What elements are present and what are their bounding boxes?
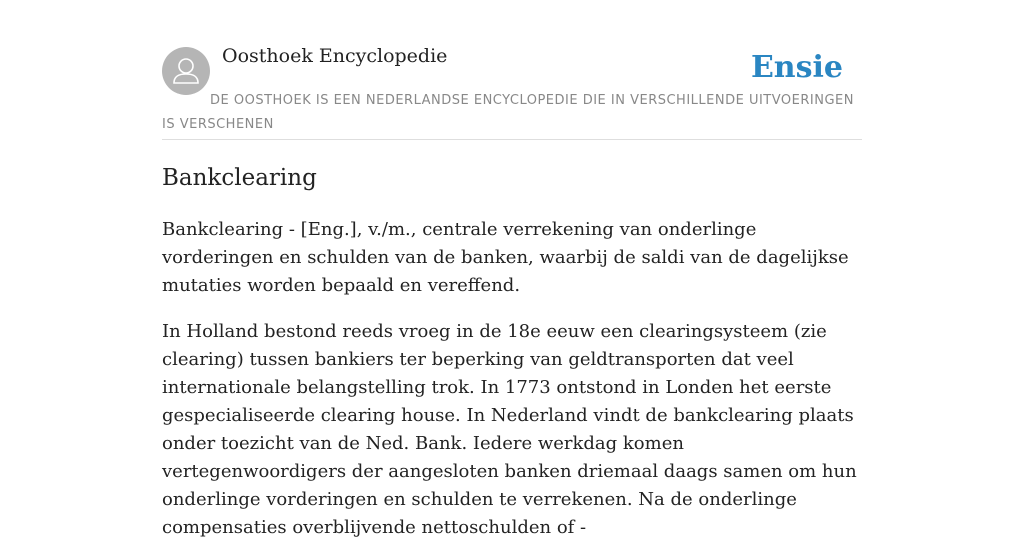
user-icon[interactable]	[162, 47, 210, 95]
article-paragraph: Bankclearing - [Eng.], v./m., centrale verrekening van onderlinge vorderingen en schulden van de banken, waarbij de saldi van de dagelijkse mutaties worden bepaald en vereffend.	[162, 219, 849, 296]
source-title-link[interactable]: Oosthoek Encyclopedie	[222, 45, 448, 67]
source-description: DE OOSTHOEK IS EEN NEDERLANDSE ENCYCLOPEDIE DIE IN VERSCHILLENDE UITVOERINGEN IS VERSCHENEN	[162, 93, 854, 132]
source-header	[162, 0, 862, 140]
ensie-logo[interactable]: Ensie	[750, 50, 843, 85]
article-paragraph: In Holland bestond reeds vroeg in de 18e eeuw een clearingsysteem (zie clearing) tussen bankiers ter beperking van geldtransporten dat veel internationale belangstelling trok. In 1773 ontstond in Londen het eerste gespecialiseerde clearing house. In Nederland vindt de bankclearing plaats onder toezicht van de Ned. Bank. Iedere werkdag komen vertegenwoordigers der aangesloten banken driemaal daags samen om hun onderlinge vorderingen en schulden te verrekenen. Na de onderlinge compensaties overblijvende nettoschulden of -	[162, 321, 857, 538]
article-body	[162, 140, 862, 542]
page-container	[162, 0, 862, 542]
page-title: Bankclearing	[162, 165, 317, 191]
